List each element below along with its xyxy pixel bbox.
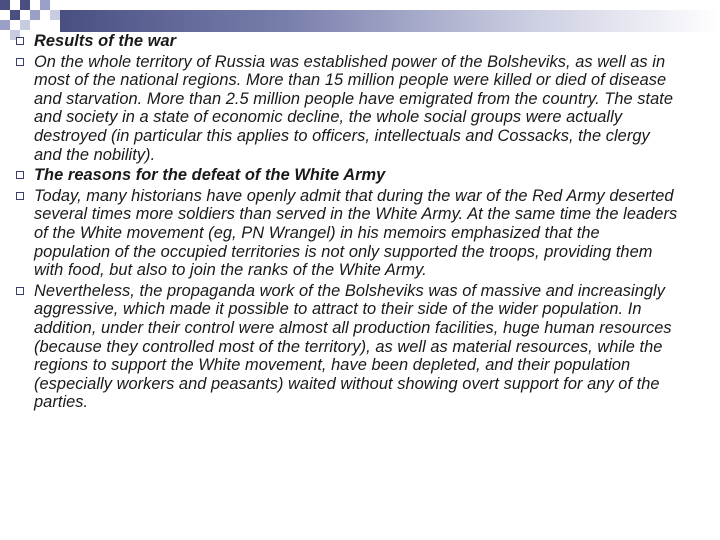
hollow-square-bullet-icon — [16, 287, 24, 295]
section-heading: Results of the war — [34, 32, 177, 50]
hollow-square-bullet-icon — [16, 58, 24, 66]
paragraph-propaganda-body — [14, 282, 678, 412]
paragraph-reasons-heading — [14, 166, 678, 185]
hollow-square-bullet-icon — [16, 192, 24, 200]
header-gradient-bar — [60, 10, 720, 32]
slide-content — [14, 32, 678, 414]
paragraph-results-heading — [14, 32, 678, 51]
section-heading: The reasons for the defeat of the White Army — [34, 166, 386, 185]
hollow-square-bullet-icon — [16, 171, 24, 179]
paragraph-text: Nevertheless, the propaganda work of the Bolsheviks was of massive and increasingly aggressive, which made it possible to attract to their side of the wider population. In addition, under their control were almost all production facilities, huge human resources (because they controlled most of the territory), as well as material resources, while the regions to support the White movement, have been depleted, and their population (especially workers and peasants) waited without showing overt support for any of the parties. — [34, 281, 672, 412]
paragraph-text: Today, many historians have openly admit that during the war of the Red Army deserted several times more soldiers than served in the White Army. At the same time the leaders of the White movement (eg, PN Wrangel) in his memoirs emphasized that the population of the occupied territories is not only supported the troops, providing them with food, but also to join the ranks of the White Army. — [34, 186, 678, 280]
paragraph-results-body — [14, 53, 678, 165]
paragraph-reasons-body — [14, 187, 678, 280]
paragraph-text: On the whole territory of Russia was established power of the Bolsheviks, as well as in most of the national regions. More than 15 million people were killed or died of disease and starvation. More than 2.5 million people have emigrated from the country. The state and society in a state of economic decline, the whole social groups were actually destroyed (in particular this applies to officers, intellectuals and Cossacks, the clergy and the nobility). — [34, 52, 674, 164]
hollow-square-bullet-icon — [16, 37, 24, 45]
